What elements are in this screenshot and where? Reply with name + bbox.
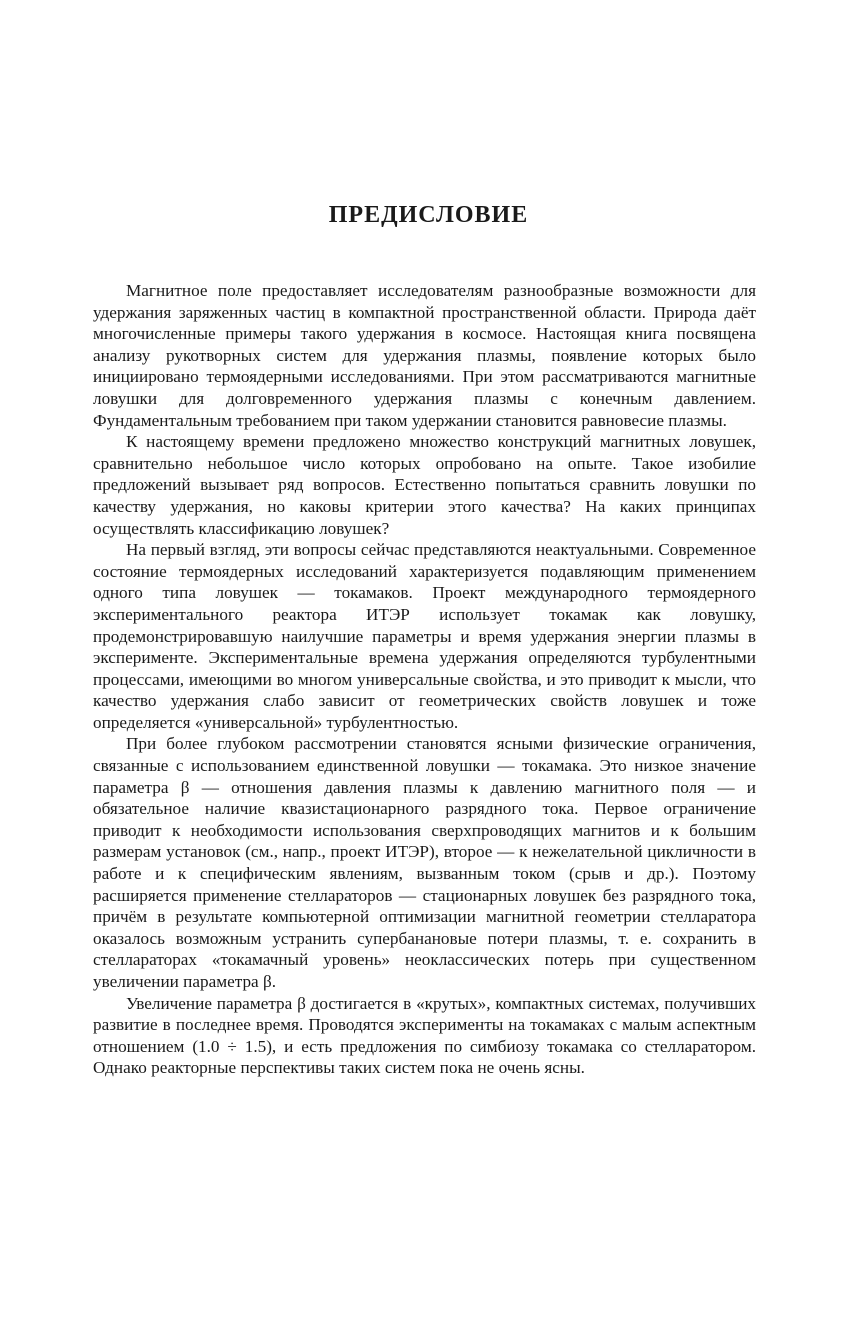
paragraph-2: К настоящему времени предложено множество конструкций магнитных ловушек, сравнительно небольшое число которых опробовано на опыте. Такое изобилие предложений вызывает ряд вопросов. Естественно попытаться сравнить ловушки по качеству удержания, но каковы критерии этого качества? На каких принципах осуществлять классификацию ловушек? (93, 432, 756, 538)
paragraph-5: Увеличение параметра β достигается в «крутых», компактных системах, получивших развитие в последнее время. Проводятся эксперименты на токамаках с малым аспектным отношением (1.0 ÷ 1.5), и есть предложения по симбиозу токамака со стелларатором. Однако реакторные перспективы таких систем пока не очень ясны. (93, 993, 756, 1078)
paragraph-3: На первый взгляд, эти вопросы сейчас представляются неактуальными. Современное состояние термоядерных исследований характеризуется подавляющим применением одного типа ловушек — токамаков. Проект международного термоядерного экспериментального реактора ИТЭР использует токамак как ловушку, продемонстрировавшую наилучшие параметры и время удержания энергии плазмы в эксперименте. Экспериментальные времена удержания определяются турбулентными процессами, имеющими во многом универсальные свойства, и это приводит к мысли, что качество удержания слабо зависит от геометрических свойств ловушек и тоже определяется «универсальной» турбулентностью. (93, 540, 756, 732)
preface-body (93, 280, 756, 1079)
paragraph-4: При более глубоком рассмотрении становятся ясными физические ограничения, связанные с использованием единственной ловушки — токамака. Это низкое значение параметра β — отношения давления плазмы к давлению магнитного поля — и обязательное наличие квазистационарного разрядного тока. Первое ограничение приводит к необходимости использования сверхпроводящих магнитов и к большим размерам установок (см., напр., проект ИТЭР), второе — к нежелательной цикличности в работе и к специфическим явлениям, вызванным током (срыв и др.). Поэтому расширяется применение стеллараторов — стационарных ловушек без разрядного тока, причём в результате компьютерной оптимизации магнитной геометрии стелларатора оказалось возможным устранить супербанановые потери плазмы, т. е. сохранить в стеллараторах «токамачный уровень» неоклассических потерь при существенном увеличении параметра β. (93, 734, 756, 991)
page-title: ПРЕДИСЛОВИЕ (328, 202, 529, 228)
paragraph-1: Магнитное поле предоставляет исследователям разнообразные возможности для удержания заряженных частиц в компактной пространственной области. Природа даёт многочисленные примеры такого удержания в космосе. Настоящая книга посвящена анализу рукотворных систем для удержания плазмы, появление которых было инициировано термоядерными исследованиями. При этом рассматриваются магнитные ловушки для долговременного удержания плазмы с конечным давлением. Фундаментальным требованием при таком удержании становится равновесие плазмы. (93, 281, 756, 430)
